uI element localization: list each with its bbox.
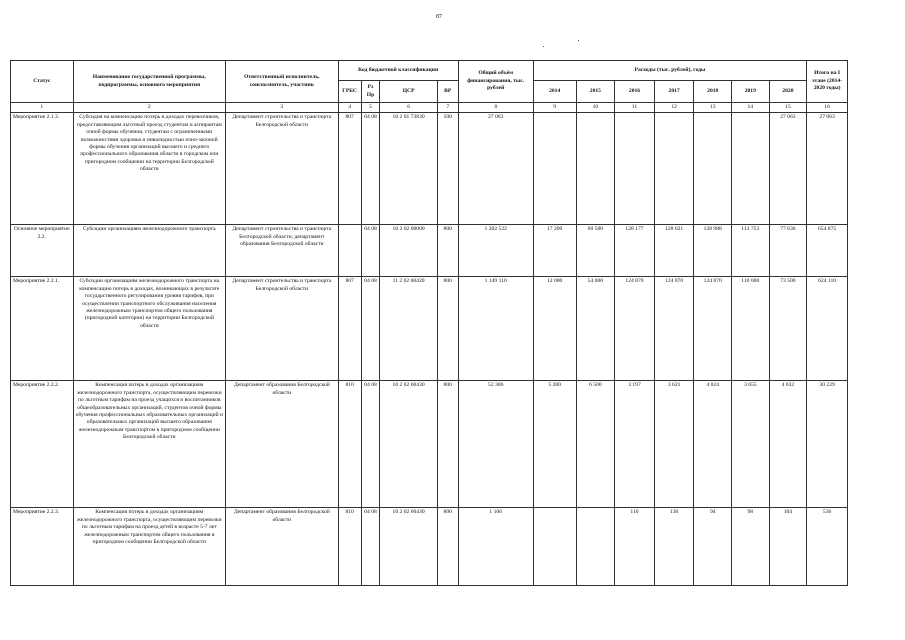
row-total: 1 149 110: [458, 277, 533, 381]
row-2018: 128 988: [694, 225, 732, 277]
col-number: 11: [615, 103, 655, 113]
row-status: Мероприятие 2.2.2.: [11, 381, 74, 508]
row-rzpr: 04 08: [361, 225, 380, 277]
col-number: 14: [732, 103, 770, 113]
row-vr: 500: [437, 113, 458, 225]
table-row: [11, 508, 848, 586]
row-total: 52 306: [458, 381, 533, 508]
row-executor: Департамент строительства и транспорта Белгородской области: [225, 277, 338, 381]
row-2014: [533, 113, 576, 225]
table-row: [11, 277, 848, 381]
row-grbs: [338, 225, 361, 277]
row-2016: 124 870: [615, 277, 655, 381]
header-total-finance: Общий объём финансирования, тыс. рублей: [458, 61, 533, 103]
col-number: 13: [694, 103, 732, 113]
header-2020: 2020: [769, 81, 807, 103]
row-grbs: 810: [338, 381, 361, 508]
col-number: 4: [338, 103, 361, 113]
table-row: [11, 113, 848, 225]
row-2017: 124 870: [654, 277, 694, 381]
header-vr: ВР: [437, 81, 458, 103]
row-csr: 10 2 02 60430: [380, 381, 437, 508]
header-budget-code: Код бюджетной классификации: [338, 61, 458, 81]
row-2015: [576, 508, 615, 586]
col-number: 9: [533, 103, 576, 113]
row-2019: 110 000: [732, 277, 770, 381]
row-executor: Департамент строительства и транспорта Белгородской области, департамент образования Белгородской области: [225, 225, 338, 277]
table-row: [11, 225, 848, 277]
header-2017: 2017: [654, 81, 694, 103]
row-grbs: 810: [338, 508, 361, 586]
header-status: Статус: [11, 61, 74, 103]
row-stage-total: 654 875: [807, 225, 848, 277]
row-2018: [694, 113, 732, 225]
row-stage-total: 27 063: [807, 113, 848, 225]
row-2015: 6 500: [576, 381, 615, 508]
col-number: 15: [769, 103, 807, 113]
row-2020: 77 636: [769, 225, 807, 277]
row-rzpr: 04 08: [361, 277, 380, 381]
row-2016: 110: [615, 508, 655, 586]
row-2018: 94: [694, 508, 732, 586]
header-csr: ЦСР: [380, 81, 437, 103]
row-name: Субсидия на компенсацию потерь в доходах перевозчиков, предоставляющим льготный проезд студентам и аспирантам очной формы обучения, студентам с ограниченными возможностями здоровья и инвалидностью очно-заочной формы обучения организаций высшего и среднего профессионального образования области в городском или пригородном сообщении на территории Белгородской области: [73, 113, 225, 225]
row-stage-total: 30 229: [807, 381, 848, 508]
row-2019: [732, 113, 770, 225]
row-2020: 4 032: [769, 381, 807, 508]
row-2017: 130: [654, 508, 694, 586]
row-name: Субсидии организациям железнодорожного транспорта на компенсацию потерь в доходах, возникающих в результате государственного регулирования уровня тарифов, при осуществлении транспортного обслуживания населения железнодорожным транспортом общего пользования (пригородной категории) на территории Белгородской области: [73, 277, 225, 381]
row-2015: 54 000: [576, 277, 615, 381]
row-vr: 800: [437, 277, 458, 381]
row-2018: 4 024: [694, 381, 732, 508]
budget-table: [10, 60, 848, 586]
col-number: 8: [458, 103, 533, 113]
row-2015: [576, 113, 615, 225]
row-csr: 10 2 02 00000: [380, 225, 437, 277]
row-2019: 3 655: [732, 381, 770, 508]
col-number: 12: [654, 103, 694, 113]
header-stage-total: Итого на I этапе (2014-2020 годы): [807, 61, 848, 103]
page-number: 87: [436, 14, 442, 20]
col-number: 5: [361, 103, 380, 113]
row-2014: 17 200: [533, 225, 576, 277]
header-rzpr: Рз Пр: [361, 81, 380, 103]
row-2016: [615, 113, 655, 225]
row-executor: Департамент строительства и транспорта Белгородской области: [225, 113, 338, 225]
header-program-name: Наименование государственной программы, подпрограммы, основного мероприятия: [73, 61, 225, 103]
row-name: Компенсация потерь в доходах организациям железнодорожного транспорта, осуществляющим перевозки по льготным тарифам на проезд учащихся и воспитанников общеобразовательных организаций, студентов очной формы обучения профессиональных образовательных организаций и образовательных организаций высшего образования железнодорожным транспортом в пригородном сообщении Белгородской области: [73, 381, 225, 508]
row-2016: 128 177: [615, 225, 655, 277]
row-2017: [654, 113, 694, 225]
col-number: 10: [576, 103, 615, 113]
row-name: Субсидии организациям железнодорожного транспорта: [73, 225, 225, 277]
row-stage-total: 624 110: [807, 277, 848, 381]
row-csr: 10 2 01 73830: [380, 113, 437, 225]
row-2016: 3 197: [615, 381, 655, 508]
row-2014: 5 200: [533, 381, 576, 508]
row-csr: 10 2 02 60430: [380, 508, 437, 586]
row-status: Мероприятие 2.1.3.: [11, 113, 74, 225]
row-status: Мероприятие 2.2.1.: [11, 277, 74, 381]
row-total: 1 106: [458, 508, 533, 586]
scan-speck: [578, 40, 579, 41]
row-2020: 104: [769, 508, 807, 586]
table-row: [11, 381, 848, 508]
row-2017: 3 621: [654, 381, 694, 508]
col-number: 16: [807, 103, 848, 113]
row-grbs: 807: [338, 113, 361, 225]
row-grbs: 807: [338, 277, 361, 381]
row-executor: Департамент образования Белгородской области: [225, 381, 338, 508]
row-2019: 113 753: [732, 225, 770, 277]
row-rzpr: 04 08: [361, 381, 380, 508]
header-years-group: Расходы (тыс. рублей), годы: [533, 61, 806, 81]
column-number-row: [11, 103, 848, 113]
row-name: Компенсация потерь в доходах организациям железнодорожного транспорта, осуществляющим перевозки по льготным тарифам на проезд детей в возрасте 5-7 лет железнодорожным транспортом общего пользования в пригородном сообщении Белгородской области: [73, 508, 225, 586]
col-number: 7: [437, 103, 458, 113]
row-executor: Департамент образования Белгородской области: [225, 508, 338, 586]
scan-speck: [543, 46, 544, 47]
header-grbs: ГРБС: [338, 81, 361, 103]
col-number: 1: [11, 103, 74, 113]
row-csr: 11 2 02 60420: [380, 277, 437, 381]
row-2017: 128 621: [654, 225, 694, 277]
header-2016: 2016: [615, 81, 655, 103]
row-2019: 98: [732, 508, 770, 586]
row-2015: 60 500: [576, 225, 615, 277]
row-rzpr: 04 08: [361, 508, 380, 586]
row-vr: 800: [437, 508, 458, 586]
col-number: 2: [73, 103, 225, 113]
header-2019: 2019: [732, 81, 770, 103]
row-status: Основное мероприятие 2.2.: [11, 225, 74, 277]
header-2014: 2014: [533, 81, 576, 103]
row-2018: 124 870: [694, 277, 732, 381]
row-total: 1 202 522: [458, 225, 533, 277]
row-total: 27 063: [458, 113, 533, 225]
row-vr: 800: [437, 381, 458, 508]
row-vr: 800: [437, 225, 458, 277]
row-status: Мероприятие 2.2.3.: [11, 508, 74, 586]
col-number: 3: [225, 103, 338, 113]
row-2020: 73 500: [769, 277, 807, 381]
row-2014: [533, 508, 576, 586]
row-2014: 12 000: [533, 277, 576, 381]
col-number: 6: [380, 103, 437, 113]
header-2018: 2018: [694, 81, 732, 103]
row-stage-total: 536: [807, 508, 848, 586]
header-2015: 2015: [576, 81, 615, 103]
row-2020: 27 063: [769, 113, 807, 225]
row-rzpr: 04 08: [361, 113, 380, 225]
header-executor: Ответственный исполнитель, соисполнитель, участник: [225, 61, 338, 103]
